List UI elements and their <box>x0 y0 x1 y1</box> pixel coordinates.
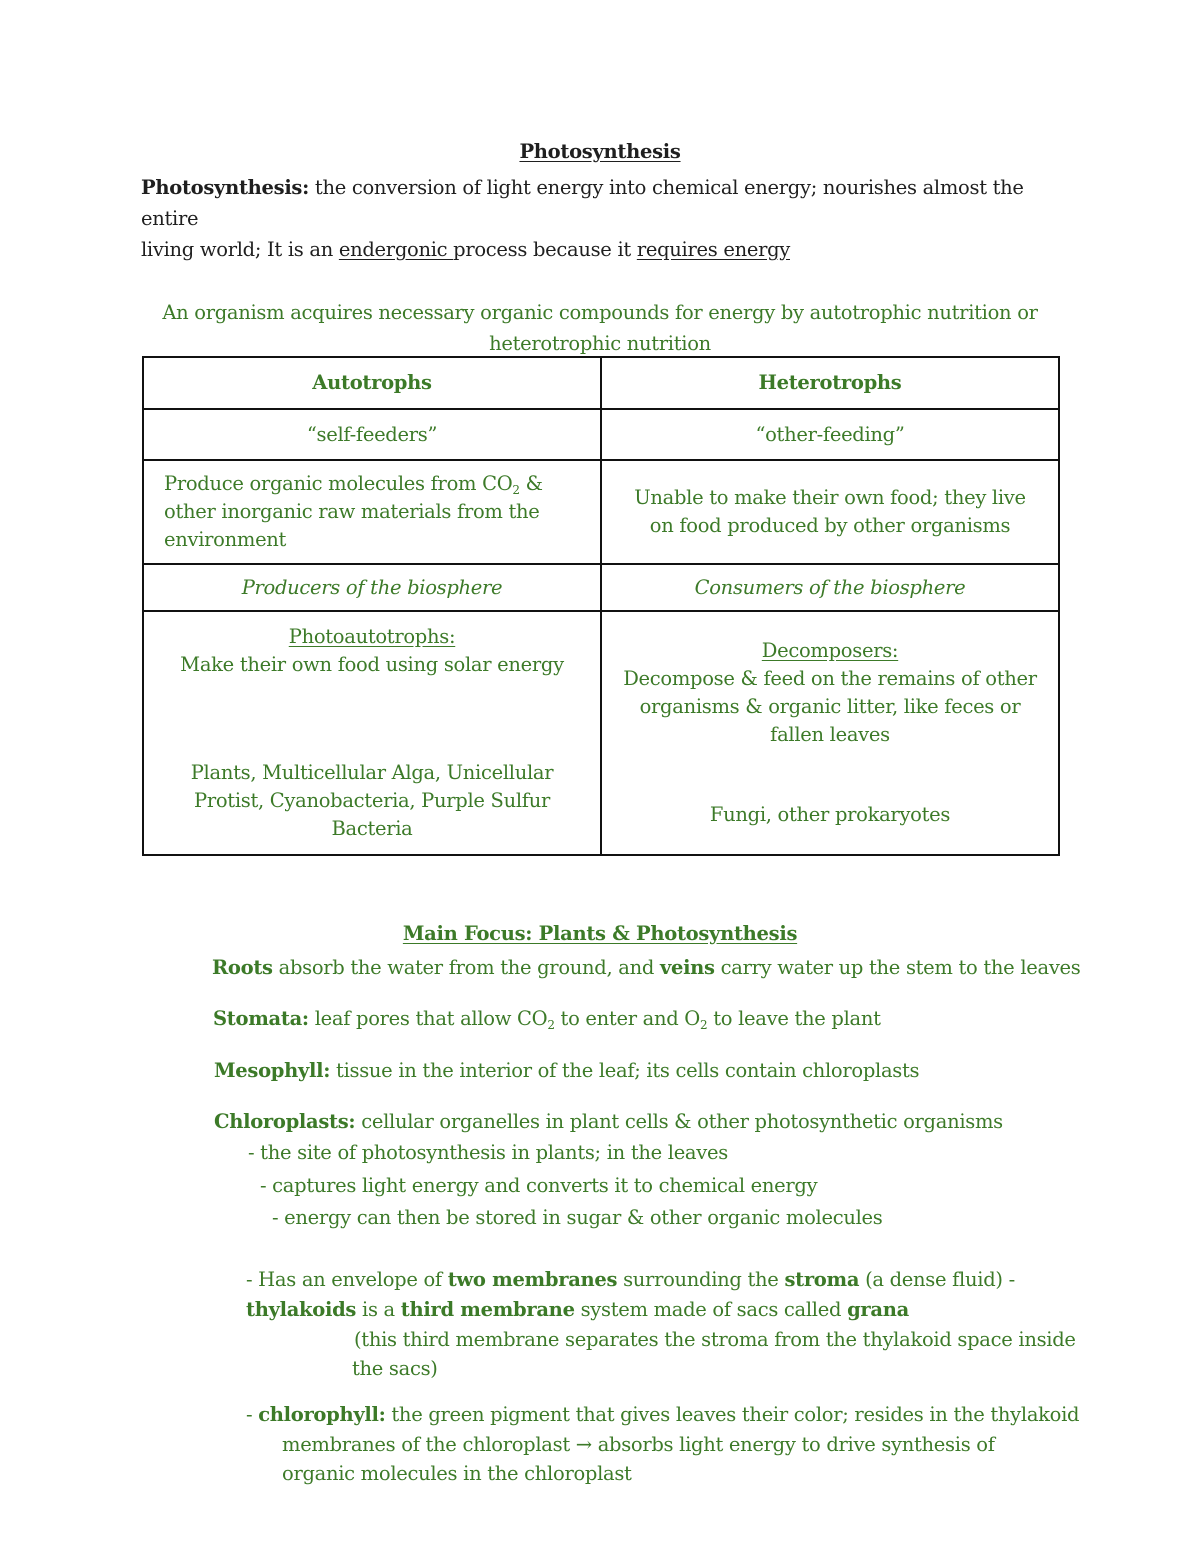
hetero-examples: Fungi, other prokaryotes <box>709 803 951 826</box>
intro-paragraph: Photosynthesis: the conversion of light energy into chemical energy; nourishes almost the entire living world; It is an endergonic process because it requires energy <box>141 176 1024 261</box>
page-title: Photosynthesis <box>519 140 681 163</box>
table-row <box>143 409 1059 460</box>
chlorophyll-line: - chlorophyll: the green pigment that gives leaves their color; resides in the thylakoid <box>246 1403 1080 1426</box>
auto-examples: Plants, Multicellular Alga, Unicellular Protist, Cyanobacteria, Purple Sulfur Bacteria <box>190 761 554 840</box>
roots-line: Roots absorb the water from the ground, and veins carry water up the stem to the leaves <box>212 956 1081 979</box>
photoautotrophs-label: Photoautotrophs: <box>288 625 456 648</box>
hetero-description: Unable to make their own food; they live on food produced by other organisms <box>601 460 1059 564</box>
hetero-nickname: “other-feeding” <box>601 409 1059 460</box>
auto-nickname: “self-feeders” <box>143 409 601 460</box>
table-row <box>143 357 1059 409</box>
chloroplasts-line: Chloroplasts: cellular organelles in plant cells & other photosynthetic organisms <box>214 1110 1003 1133</box>
envelope-line: - Has an envelope of two membranes surrounding the stroma (a dense fluid) - <box>246 1268 1015 1291</box>
hetero-types <box>601 611 1059 855</box>
thylakoid-note-2: the sacs) <box>352 1357 438 1380</box>
nutrition-intro: An organism acquires necessary organic compounds for energy by autotrophic nutrition or heterotrophic nutrition <box>162 301 1038 355</box>
stomata-line: Stomata: leaf pores that allow $CO_2$ to enter and $O_2$ to leave the plant <box>213 1007 881 1032</box>
endergonic-term: endergonic <box>338 238 454 261</box>
photoautotrophs-desc: Make their own food using solar energy <box>180 653 564 676</box>
chlorophyll-line-3: organic molecules in the chloroplast <box>282 1462 632 1485</box>
auto-types <box>143 611 601 855</box>
mesophyll-line: Mesophyll: tissue in the interior of the leaf; its cells contain chloroplasts <box>214 1059 920 1082</box>
table-row <box>143 611 1059 855</box>
header-autotrophs: Autotrophs <box>143 357 601 409</box>
chloroplast-point-2: - captures light energy and converts it to chemical energy <box>260 1174 818 1197</box>
chloroplast-point-1: - the site of photosynthesis in plants; in the leaves <box>248 1141 728 1164</box>
table-row <box>143 460 1059 564</box>
header-heterotrophs: Heterotrophs <box>601 357 1059 409</box>
chlorophyll-line-2: membranes of the chloroplast → absorbs light energy to drive synthesis of <box>282 1433 995 1456</box>
focus-heading: Main Focus: Plants & Photosynthesis <box>402 922 798 945</box>
auto-role: Producers of the biosphere <box>143 564 601 611</box>
table-row <box>143 564 1059 611</box>
chloroplast-point-3: - energy can then be stored in sugar & other organic molecules <box>272 1206 883 1229</box>
decomposers-label: Decomposers: <box>761 639 899 662</box>
thylakoids-line: thylakoids is a third membrane system made of sacs called grana <box>246 1298 909 1321</box>
decomposers-desc: Decompose & feed on the remains of other organisms & organic litter, like feces or fallen leaves <box>623 667 1037 746</box>
intro-term: Photosynthesis: <box>141 176 310 199</box>
nutrition-table <box>142 356 1060 856</box>
requires-energy-term: requires energy <box>636 238 790 261</box>
auto-description: Produce organic molecules from $CO_2$ & other inorganic raw materials from the environment <box>143 460 601 564</box>
thylakoid-note-1: (this third membrane separates the stroma from the thylakoid space inside <box>354 1328 1076 1351</box>
hetero-role: Consumers of the biosphere <box>601 564 1059 611</box>
